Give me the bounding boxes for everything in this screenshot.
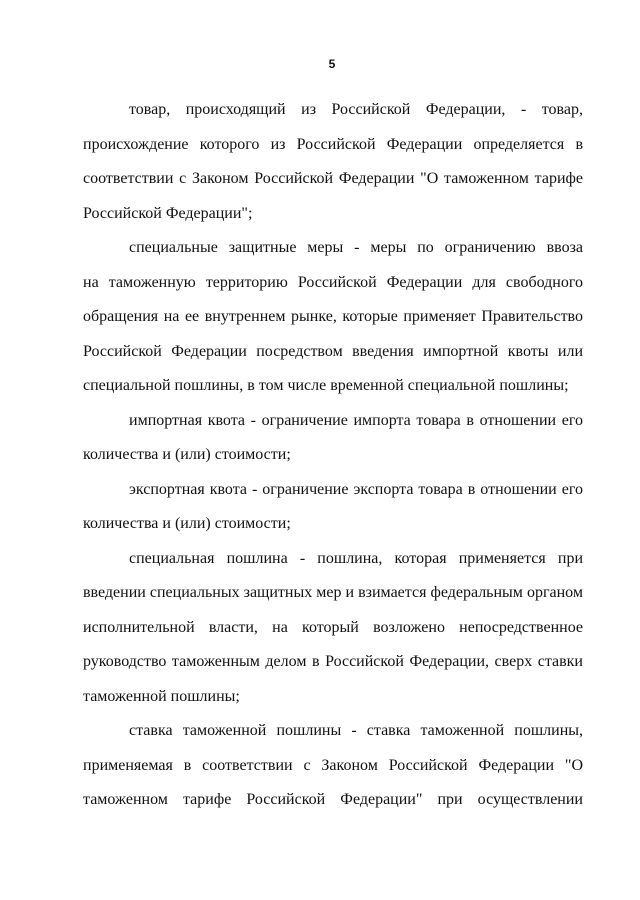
paragraph-duty-rate [83,714,583,818]
text-line: экспортная квота - ограничение экспорта товара в отношении его [129,480,583,498]
paragraph-export-quota [83,473,583,542]
text-line: на таможенную территорию Российской Федерации для свободного [83,273,583,291]
text-line: ставка таможенной пошлины - ставка таможенной пошлины, [129,722,583,739]
paragraph-special-measures [83,231,583,404]
text-line: происхождение которого из Российской Федерации определяется в [83,135,583,153]
text-line: специальные защитные меры - меры по ограничению ввоза [129,239,583,256]
text-line: таможенном тарифе Российской Федерации" при осуществлении [83,791,583,808]
text-line: таможенной пошлины; [83,687,240,705]
text-line: специальной пошлины, в том числе временной специальной пошлины; [83,377,569,394]
text-line: количества и (или) стоимости; [83,446,291,463]
text-line: товар, происходящий из Российской Федерации, - товар, [129,101,583,118]
text-line: специальная пошлина - пошлина, которая применяется при [129,549,583,567]
text-line: руководство таможенным делом в Российской Федерации, сверх ставки [83,653,583,670]
paragraph-origin-goods [83,93,583,231]
text-line: исполнительной власти, на который возложено непосредственное [83,618,583,636]
text-line: количества и (или) стоимости; [83,515,291,532]
text-line: импортная квота - ограничение импорта товара в отношении его [129,411,583,429]
paragraph-import-quota [83,404,583,473]
text-line: Российской Федерации посредством введения импортной квоты или [83,342,583,360]
paragraph-special-duty [83,542,583,715]
page-number: 5 [328,57,336,71]
text-line: обращения на ее внутреннем рынке, которые применяет Правительство [83,308,583,325]
text-line: применяемая в соответствии с Законом Российской Федерации "О [83,756,583,774]
text-line: соответствии с Законом Российской Федерации "О таможенном тарифе [83,170,583,187]
document-body [83,93,583,818]
text-line: введении специальных защитных мер и взимается федеральным органом [83,584,583,601]
text-line: Российской Федерации"; [83,204,253,222]
